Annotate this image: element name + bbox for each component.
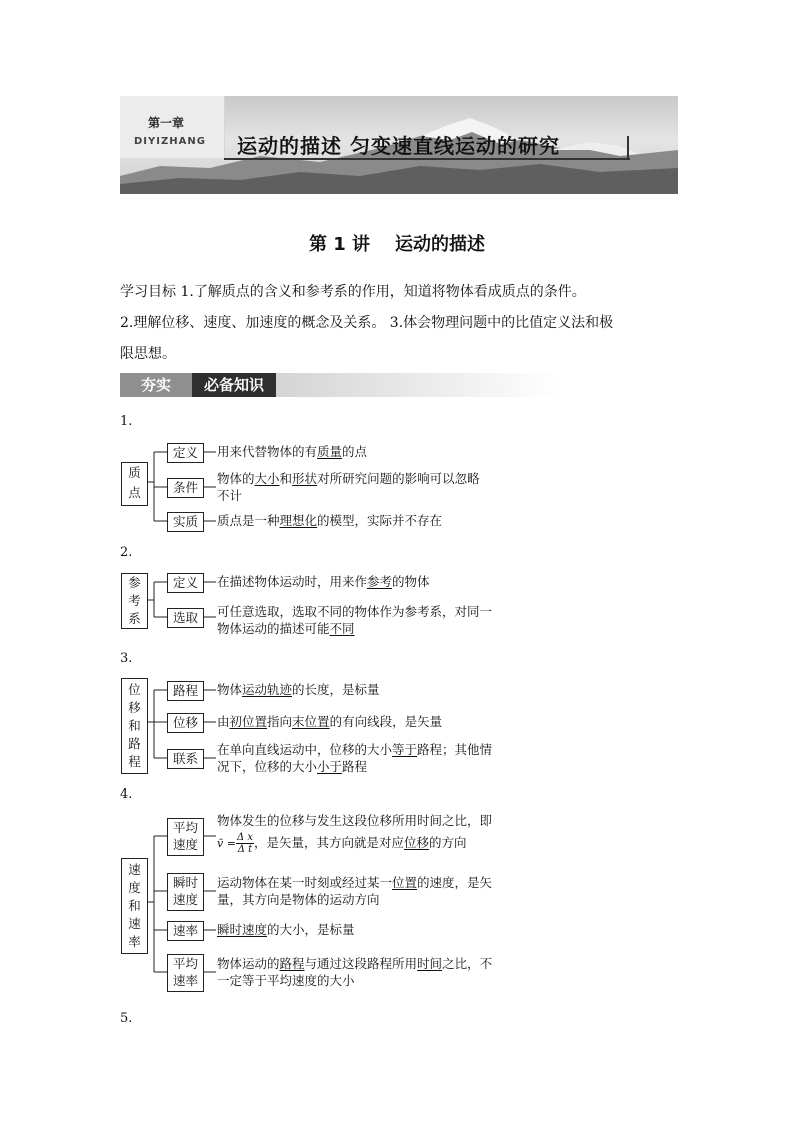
lesson-title: 第 1 讲 运动的描述 [308, 234, 486, 255]
diagram2-branch-definition: 定义 [167, 573, 204, 593]
diagram4-root-label: 速度和速率 [128, 862, 141, 949]
text: 之比，不 [442, 956, 493, 971]
numerator: Δ x [236, 832, 253, 843]
text: ，是矢量，其方向就是对应 [253, 835, 404, 850]
keyword: 初位置 [229, 714, 268, 729]
diagram2-root [121, 573, 148, 629]
text: 的方向 [429, 835, 467, 850]
text: 在单向直线运动中，位移的大小 [217, 742, 393, 757]
diagram4-desc-3 [217, 921, 355, 939]
keyword: 等于 [392, 742, 418, 757]
diagram4-branch-average-speed [167, 954, 204, 992]
objectives-line-3: 限思想。 [120, 346, 176, 362]
diagram1-branch-definition: 定义 [167, 443, 204, 463]
diagram1-desc-3 [217, 512, 442, 530]
text: 和 [279, 471, 293, 486]
keyword: 运动轨迹 [242, 682, 293, 697]
text: 对所研究问题的影响可以忽略 [317, 471, 480, 486]
keyword: 时间 [417, 956, 443, 971]
item-number-2: 2. [120, 545, 133, 560]
text: 的点 [342, 444, 368, 459]
diagram1-desc-2b: 不计 [217, 488, 243, 503]
section-title: 必备知识 [192, 373, 276, 397]
keyword: 形状 [292, 471, 318, 486]
diagram1-root-label: 质点 [128, 465, 141, 500]
text: 况下，位移的大小 [217, 759, 318, 774]
text: 由 [217, 714, 230, 729]
diagram1-branch-condition: 条件 [167, 478, 204, 498]
keyword: 小于 [317, 759, 343, 774]
diagram1-desc-1 [217, 443, 367, 461]
diagram4-desc-2 [217, 874, 492, 892]
objectives-line-1: 学习目标 1.了解质点的含义和参考系的作用，知道将物体看成质点的条件。 [120, 284, 586, 300]
text: 的物体 [392, 574, 430, 589]
item-number-1: 1. [120, 414, 133, 429]
text: 的大小，是标量 [267, 922, 355, 937]
chapter-pinyin: DIYIZHANG [134, 136, 206, 147]
text: 物体运动的 [217, 956, 280, 971]
diagram3-root [121, 678, 148, 774]
item-number-4: 4. [120, 787, 133, 802]
keyword: 参考 [367, 574, 393, 589]
keyword: 不同 [329, 621, 355, 636]
diagram3-branch-relation: 联系 [167, 749, 204, 769]
diagram1-branch-essence: 实质 [167, 512, 204, 532]
text: 物体的 [217, 471, 255, 486]
diagram2-root-label: 参考系 [128, 575, 141, 626]
text: 路程 [342, 759, 368, 774]
label: 平均速率 [172, 956, 198, 988]
text: 用来代替物体的有 [217, 444, 318, 459]
diagram1-root [121, 462, 148, 506]
velocity-formula [236, 832, 254, 855]
diagram3-branch-distance: 路程 [167, 681, 204, 701]
text: 的速度，是矢 [417, 875, 493, 890]
diagram3-desc-3 [217, 741, 492, 759]
label: 瞬时速度 [172, 875, 198, 907]
diagram2-branch-selection: 选取 [167, 608, 204, 628]
text: 的模型，实际并不存在 [317, 513, 443, 528]
diagram4-branch-average-velocity [167, 818, 204, 856]
text: 的有向线段，是矢量 [329, 714, 443, 729]
text: 与通过这段路程所用 [304, 956, 418, 971]
text: 物体 [217, 682, 243, 697]
keyword: 大小 [254, 471, 280, 486]
diagram4-desc-2b: 量，其方向是物体的运动方向 [217, 892, 380, 907]
keyword: 理想化 [279, 513, 318, 528]
keyword: 质量 [317, 444, 343, 459]
diagram3-desc-1 [217, 681, 380, 699]
keyword: 末位置 [292, 714, 330, 729]
diagram4-branch-instant-velocity [167, 873, 204, 911]
chapter-number: 第一章 [148, 116, 185, 130]
text: 的长度，是标量 [292, 682, 380, 697]
text: 物体运动的描述可能 [217, 621, 330, 636]
text: 在描述物体运动时，用来作 [217, 574, 368, 589]
diagram1-desc-2 [217, 470, 480, 488]
diagram3-desc-2 [217, 713, 442, 731]
diagram4-desc-4b: 一定等于平均速度的大小 [217, 973, 355, 988]
velocity-symbol: v̄ = [217, 837, 236, 850]
diagram4-desc-4 [217, 955, 492, 973]
keyword: 位移 [404, 835, 430, 850]
diagram2-desc-2b [217, 620, 355, 638]
diagram4-root [121, 858, 148, 954]
diagram3-branch-displacement: 位移 [167, 713, 204, 733]
diagram3-root-label: 位移和路程 [128, 682, 141, 769]
keyword: 位置 [392, 875, 418, 890]
diagram4-desc-1: 物体发生的位移与发生这段位移所用时间之比，即 [217, 813, 493, 828]
label: 平均速度 [172, 820, 198, 852]
section-tag: 夯实 [120, 373, 192, 397]
diagram2-desc-2: 可任意选取，选取不同的物体作为参考系，对同一 [217, 604, 493, 619]
objectives-line-2: 2.理解位移、速度、加速度的概念及关系。 3.体会物理问题中的比值定义法和极 [120, 315, 614, 331]
chapter-title: 运动的描述 匀变速直线运动的研究 [237, 134, 560, 158]
text: 质点是一种 [217, 513, 280, 528]
item-number-3: 3. [120, 651, 133, 666]
diagram4-desc-1b [217, 829, 467, 858]
text: 运动物体在某一时刻或经过某一 [217, 875, 393, 890]
item-number-5: 5. [120, 1011, 133, 1026]
keyword: 瞬时速度 [217, 922, 268, 937]
keyword: 路程 [279, 956, 305, 971]
diagram2-desc-1 [217, 573, 430, 591]
diagram3-desc-3b [217, 758, 367, 776]
diagram4-branch-speed: 速率 [167, 921, 204, 941]
text: 路程；其他情 [417, 742, 493, 757]
text: 指向 [267, 714, 293, 729]
denominator: Δ t [237, 844, 253, 855]
